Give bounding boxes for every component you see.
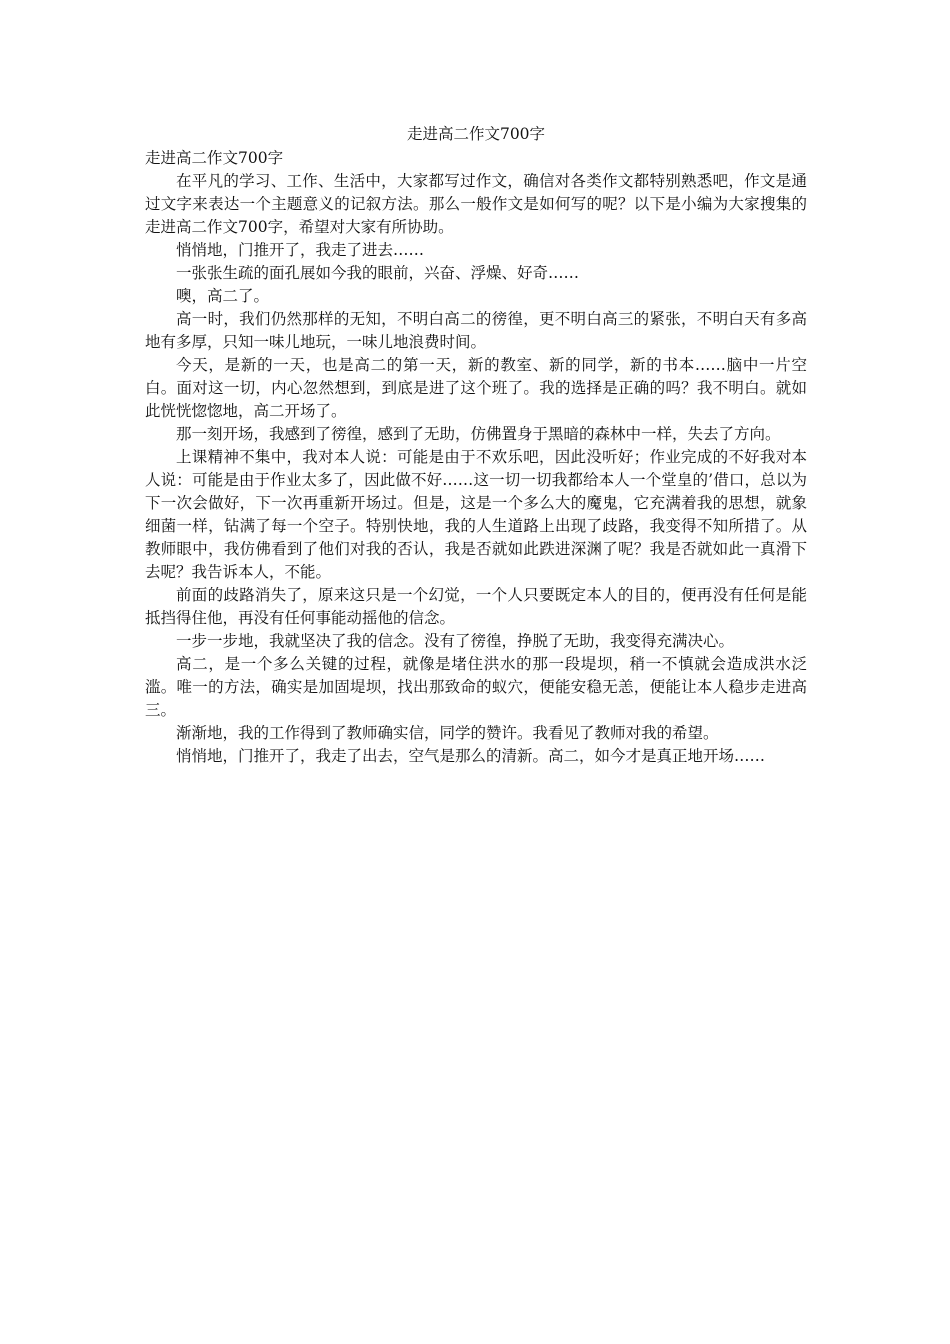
paragraph-8: 上课精神不集中，我对本人说：可能是由于不欢乐吧，因此没听好；作业完成的不好我对本人说：可能是由于作业太多了，因此做不好……这一切一切我都给本人一个堂皇的’借口，总以为下一次会做好，下一次再重新开场过。但是，这是一个多么大的魔鬼，它充满着我的思想，就象细菌一样，钻满了每一个空子。特别快地，我的人生道路上出现了歧路，我变得不知所措了。从教师眼中，我仿佛看到了他们对我的否认，我是否就如此跌进深渊了呢？我是否就如此一真滑下去呢？我告诉本人，不能。 — [145, 448, 807, 581]
paragraph-6: 今天，是新的一天，也是高二的第一天，新的教室、新的同学，新的书本……脑中一片空白。面对这一切，内心忽然想到，到底是进了这个班了。我的选择是正确的吗？我不明白。就如此恍恍惚惚地，高二开场了。 — [145, 356, 807, 420]
paragraph-5: 高一时，我们仍然那样的无知，不明白高二的徬徨，更不明白高三的紧张，不明白天有多高地有多厚，只知一味儿地玩，一味儿地浪费时间。 — [145, 310, 807, 351]
paragraph-12: 渐渐地，我的工作得到了教师确实信，同学的赞许。我看见了教师对我的希望。 — [176, 724, 719, 742]
paragraph-1: 在平凡的学习、工作、生活中，大家都写过作文，确信对各类作文都特别熟悉吧，作文是通过文字来表达一个主题意义的记叙方法。那么一般作文是如何写的呢？以下是小编为大家搜集的走进高二作文700字，希望对大家有所协助。 — [145, 172, 807, 236]
document-title: 走进高二作文700字 — [406, 125, 546, 143]
paragraph-10: 一步一步地，我就坚决了我的信念。没有了徬徨，挣脱了无助，我变得充满决心。 — [176, 632, 735, 650]
document-subtitle: 走进高二作文700字 — [145, 149, 284, 167]
paragraph-9: 前面的歧路消失了，原来这只是一个幻觉，一个人只要既定本人的目的，便再没有任何是能抵挡得住他，再没有任何事能动摇他的信念。 — [145, 586, 807, 627]
paragraph-11: 高二，是一个多么关键的过程，就像是堵住洪水的那一段堤坝，稍一不慎就会造成洪水泛滥。唯一的方法，确实是加固堤坝，找出那致命的蚁穴，便能安稳无恙，便能让本人稳步走进高三。 — [145, 655, 807, 719]
paragraph-13: 悄悄地，门推开了，我走了出去，空气是那么的清新。高二，如今才是真正地开场…… — [176, 747, 766, 765]
document-page — [145, 122, 807, 768]
paragraph-7: 那一刻开场，我感到了徬徨，感到了无助，仿佛置身于黑暗的森林中一样，失去了方向。 — [176, 425, 781, 443]
paragraph-2: 悄悄地，门推开了，我走了进去…… — [176, 241, 425, 259]
paragraph-4: 噢，高二了。 — [176, 287, 270, 305]
paragraph-3: 一张张生疏的面孔展如今我的眼前，兴奋、浮燥、好奇…… — [176, 264, 580, 282]
